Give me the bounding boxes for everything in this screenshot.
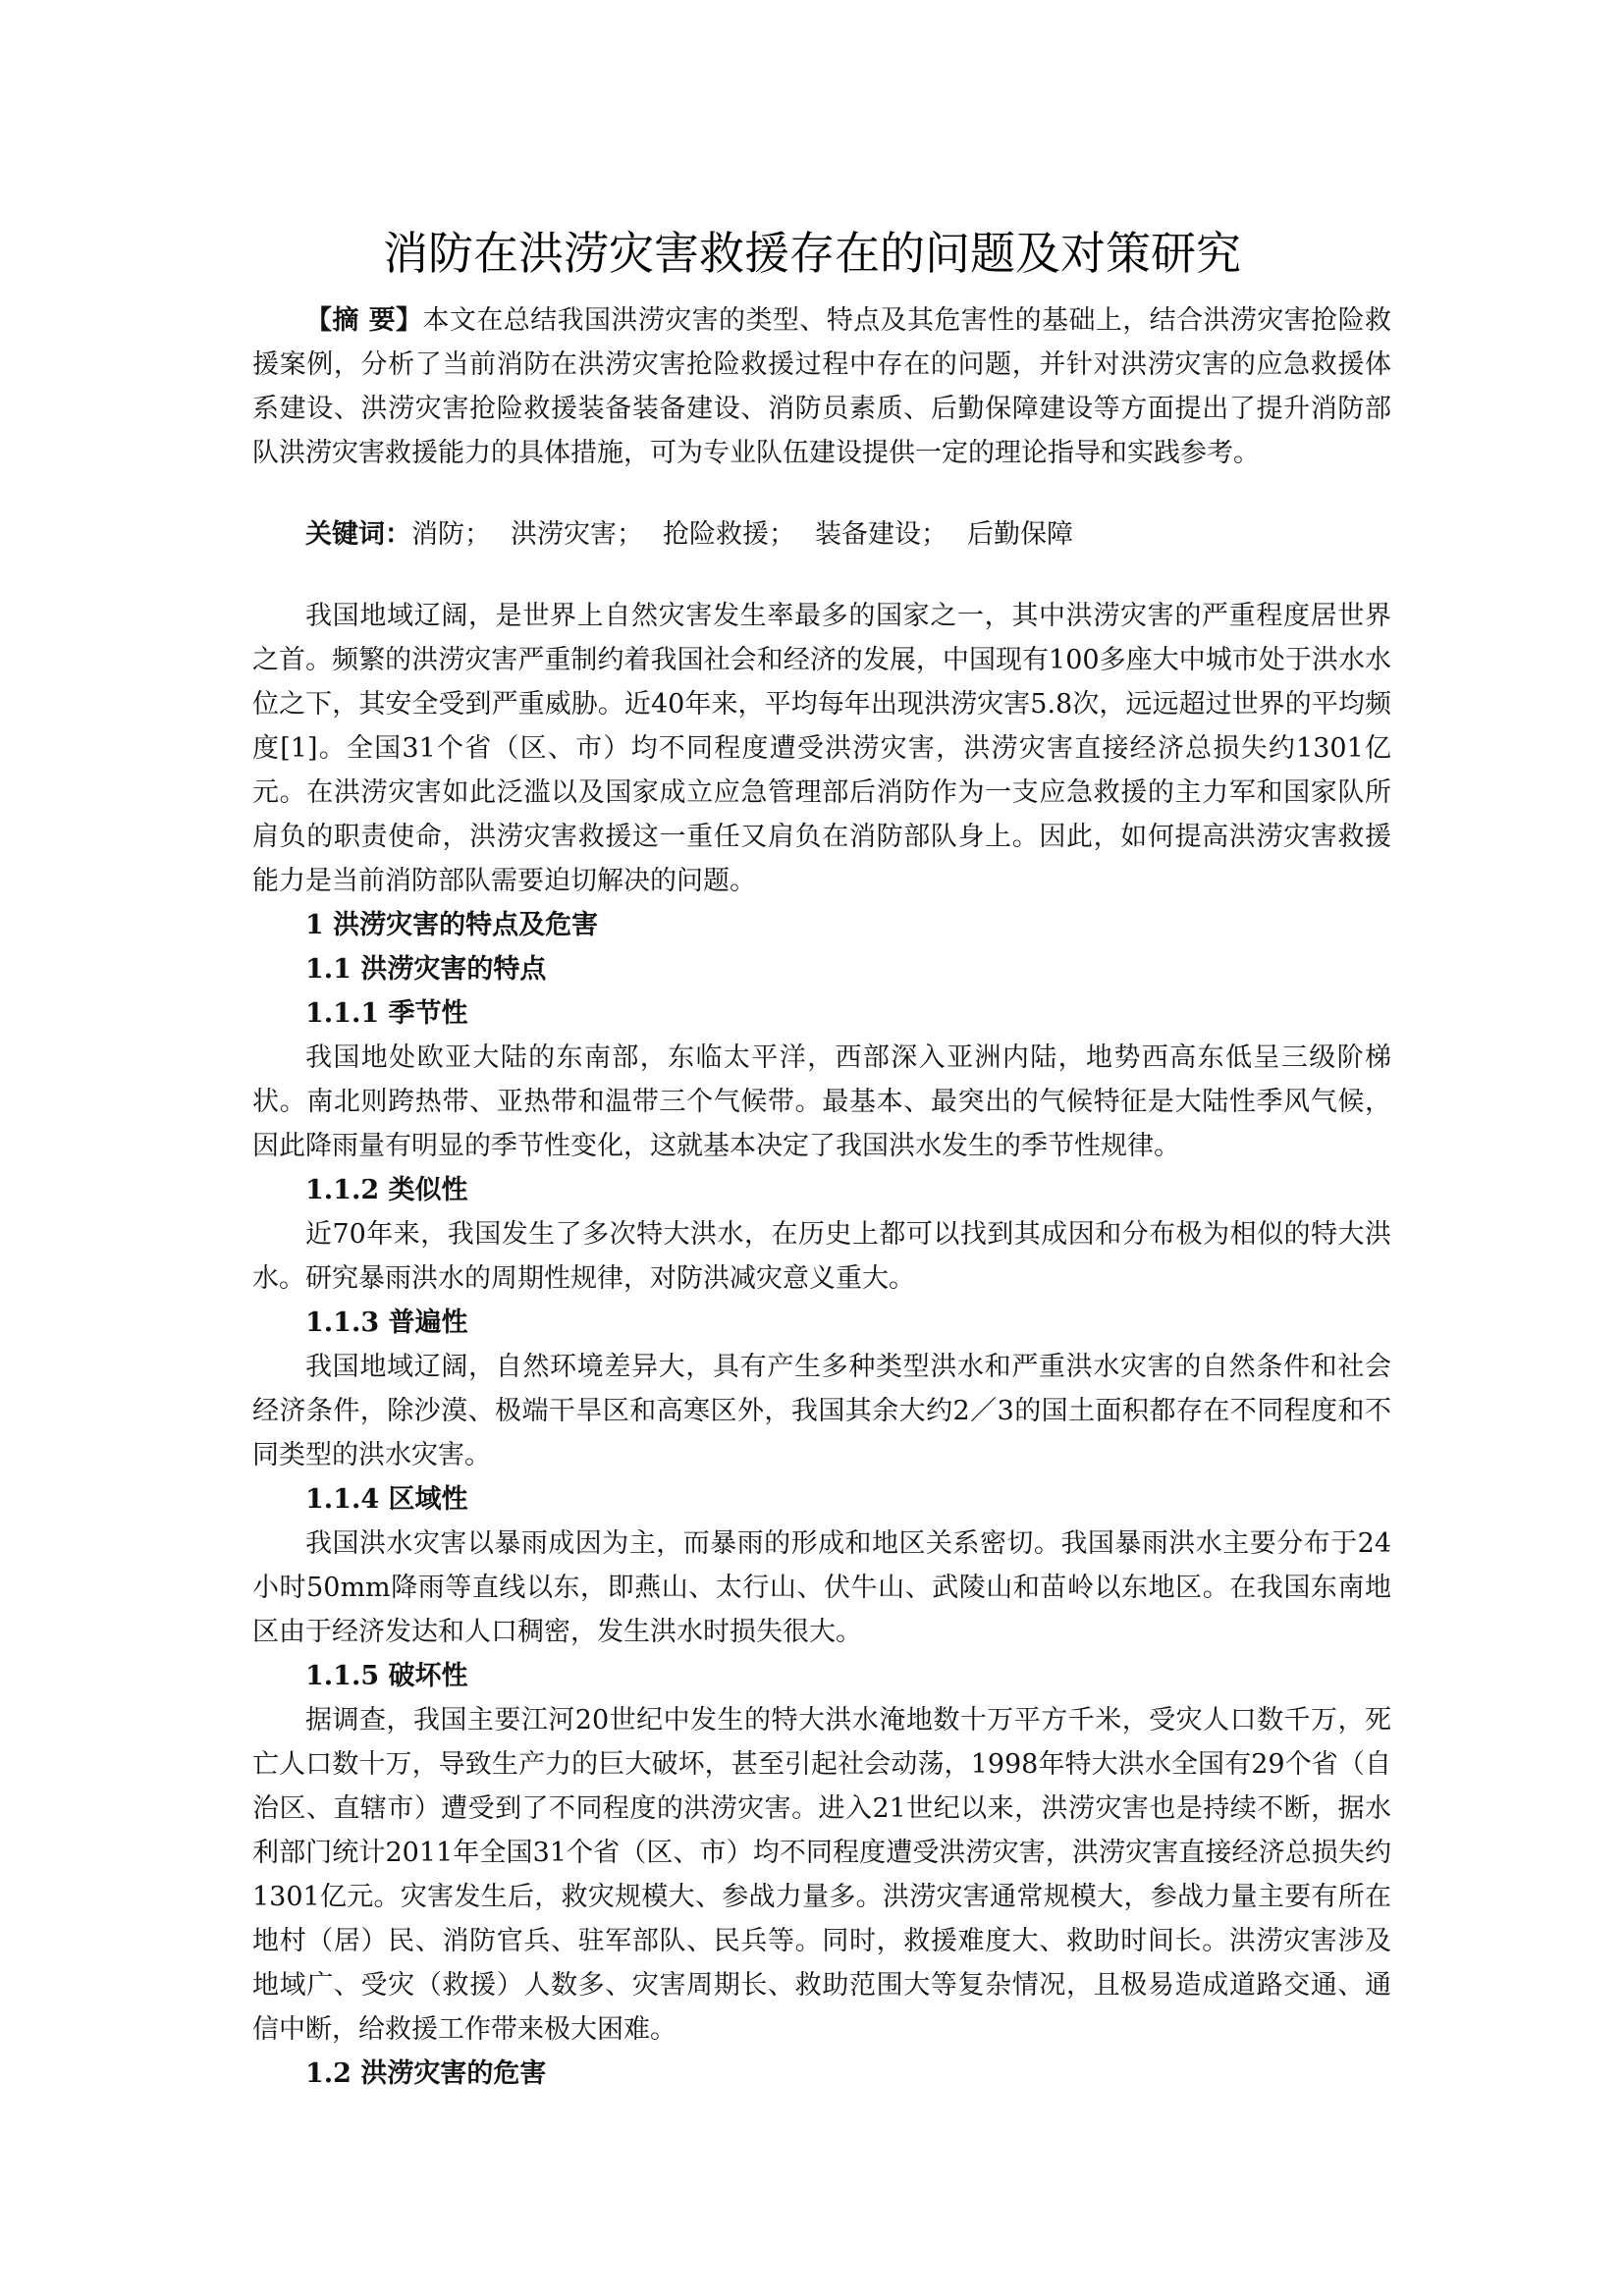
intro-paragraph: 我国地域辽阔，是世界上自然灾害发生率最多的国家之一，其中洪涝灾害的严重程度居世界之首。频繁的洪涝灾害严重制约着我国社会和经济的发展，中国现有100多座大中城市处于洪水水位之下，其安全受到严重威胁。近40年来，平均每年出现洪涝灾害5.8次，远远超过世界的平均频度[1]。全国31个省（区、市）均不同程度遭受洪涝灾害，洪涝灾害直接经济总损失约1301亿元。在洪涝灾害如此泛滥以及国家成立应急管理部后消防作为一支应急救援的主力军和国家队所肩负的职责使命，洪涝灾害救援这一重任又肩负在消防部队身上。因此，如何提高洪涝灾害救援能力是当前消防部队需要迫切解决的问题。 [252,601,1391,896]
keywords [252,512,1391,557]
section-heading-1-1-2: 1.1.2 类似性 [305,1175,468,1205]
section-heading-1-1-5: 1.1.5 破坏性 [305,1661,468,1691]
section-heading-1-1: 1.1 洪涝灾害的特点 [305,954,547,985]
keyword-item: 后勤保障 [967,519,1073,550]
section-heading-1-1-1: 1.1.1 季节性 [305,998,468,1029]
section-heading-1-1-3: 1.1.3 普遍性 [305,1308,468,1338]
section-paragraph-1-1-2: 近70年来，我国发生了多次特大洪水，在历史上都可以找到其成因和分布极为相似的特大洪水。研究暴雨洪水的周期性规律，对防洪减灾意义重大。 [252,1219,1391,1294]
section-heading-1-2: 1.2 洪涝灾害的危害 [305,2058,547,2089]
section-paragraph-1-1-4: 我国洪水灾害以暴雨成因为主，而暴雨的形成和地区关系密切。我国暴雨洪水主要分布于24小时50mm降雨等直线以东，即燕山、太行山、伏牛山、武陵山和苗岭以东地区。在我国东南地区由于经济发达和人口稠密，发生洪水时损失很大。 [252,1528,1391,1647]
section-paragraph-1-1-1: 我国地处欧亚大陆的东南部，东临太平洋，西部深入亚洲内陆，地势西高东低呈三级阶梯状。南北则跨热带、亚热带和温带三个气候带。最基本、最突出的气候特征是大陆性季风气候，因此降雨量有明显的季节性变化，这就基本决定了我国洪水发生的季节性规律。 [252,1042,1391,1161]
keywords-label: 关键词： [305,519,411,550]
section-paragraph-1-1-5: 据调查，我国主要江河20世纪中发生的特大洪水淹地数十万平方千米，受灾人口数千万，死亡人口数十万，导致生产力的巨大破坏，甚至引起社会动荡，1998年特大洪水全国有29个省（自治区、直辖市）遭受到了不同程度的洪涝灾害。进入21世纪以来，洪涝灾害也是持续不断，据水利部门统计2011年全国31个省（区、市）均不同程度遭受洪涝灾害，洪涝灾害直接经济总损失约1301亿元。灾害发生后，救灾规模大、参战力量多。洪涝灾害通常规模大，参战力量主要有所在地村（居）民、消防官兵、驻军部队、民兵等。同时，救援难度大、救助时间长。洪涝灾害涉及地域广、受灾（救援）人数多、灾害周期长、救助范围大等复杂情况，且极易造成道路交通、通信中断，给救援工作带来极大困难。 [252,1705,1391,2045]
section-heading-1-1-4: 1.1.4 区域性 [305,1484,468,1515]
paper-title: 消防在洪涝灾害救援存在的问题及对策研究 [383,227,1241,280]
abstract-text: 本文在总结我国洪涝灾害的类型、特点及其危害性的基础上，结合洪涝灾害抢险救援案例，分析了当前消防在洪涝灾害抢险救援过程中存在的问题，并针对洪涝灾害的应急救援体系建设、洪涝灾害抢险救援装备装备建设、消防员素质、后勤保障建设等方面提出了提升消防部队洪涝灾害救援能力的具体措施，可为专业队伍建设提供一定的理论指导和实践参考。 [252,305,1392,468]
section-paragraph-1-1-3: 我国地域辽阔，自然环境差异大，具有产生多种类型洪水和严重洪水灾害的自然条件和社会经济条件，除沙漠、极端干旱区和高寒区外，我国其余大约2／3的国土面积都存在不同程度和不同类型的洪水灾害。 [252,1352,1391,1470]
abstract-label: 【摘 要】 [305,305,423,336]
keyword-item: 洪涝灾害； [511,519,643,550]
keyword-item: 消防； [411,519,491,550]
keyword-item: 装备建设； [815,519,947,550]
section-heading-1: 1 洪涝灾害的特点及危害 [305,910,599,940]
paper-body [252,298,1391,2096]
abstract [252,298,1391,475]
keyword-item: 抢险救援； [663,519,795,550]
